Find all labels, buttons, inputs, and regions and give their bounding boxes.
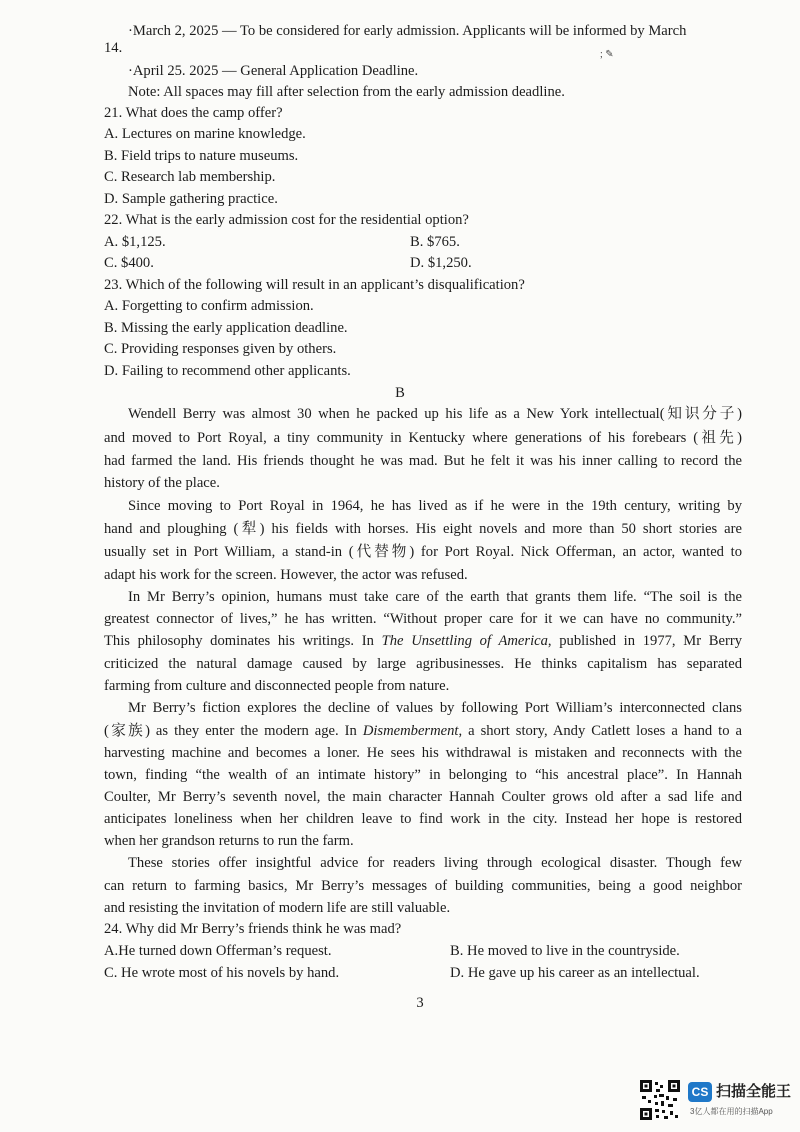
- passage-p2-line1: Since moving to Port Royal in 1964, he has lived as if he were in the 19th century, writing by: [128, 498, 742, 514]
- passage-p2-line2: hand and ploughing (犁) his fields with horses. His eight novels and more than 50 short stories are: [104, 521, 742, 537]
- passage-p3-line3-pre: This philosophy dominates his writings. In: [104, 633, 382, 649]
- q23-stem: 23. Which of the following will result in an applicant’s disqualification?: [104, 277, 525, 293]
- passage-p5-line3: and resisting the invitation of modern life are still valuable.: [104, 900, 451, 916]
- passage-p4-line4: town, finding “the wealth of an intimate history” in belonging to “his ancestral place”. In Hannah: [104, 767, 742, 783]
- q21-option-d: D. Sample gathering practice.: [104, 191, 278, 207]
- page-number: 3: [416, 995, 424, 1011]
- q21-option-a: A. Lectures on marine knowledge.: [104, 126, 306, 142]
- passage-p1-line3: had farmed the land. His friends thought he was mad. But he felt it was his inner calling to record the: [104, 453, 742, 469]
- passage-p5-line1: These stories offer insightful advice for readers living through ecological disaster. Though few: [128, 855, 742, 871]
- q23-option-c: C. Providing responses given by others.: [104, 341, 337, 357]
- note-march2: ·March 2, 2025 — To be considered for early admission. Applicants will be informed by March: [128, 23, 687, 39]
- passage-p3-line3-post: , published in 1977, Mr Berry: [547, 633, 742, 649]
- q21-option-b: B. Field trips to nature museums.: [104, 148, 299, 164]
- section-label: B: [395, 385, 405, 401]
- passage-p4-line7: when her grandson returns to run the farm.: [104, 833, 354, 849]
- qr-code-icon: [640, 1080, 680, 1120]
- q23-option-b: B. Missing the early application deadline.: [104, 320, 348, 336]
- q23-option-a: A. Forgetting to confirm admission.: [104, 298, 314, 314]
- camscanner-logo: CS: [688, 1082, 712, 1102]
- q24-stem: 24. Why did Mr Berry’s friends think he was mad?: [104, 921, 402, 937]
- q22-option-d: D. $1,250.: [410, 255, 472, 271]
- q22-option-c: C. $400.: [104, 255, 154, 271]
- q23-option-d: D. Failing to recommend other applicants.: [104, 363, 351, 379]
- passage-p3-line3: [104, 632, 742, 650]
- story-title-dismemberment: Dismemberment: [362, 723, 459, 739]
- passage-p4-line6: anticipates loneliness when her children leave to find work in the city. Instead her hope is restored: [104, 811, 742, 827]
- note-spaces: Note: All spaces may fill after selection from the early admission deadline.: [128, 84, 565, 100]
- passage-p4-line2-post: , a short story, Andy Catlett loses a hand to a: [458, 723, 742, 739]
- passage-p2-line4: adapt his work for the screen. However, the actor was refused.: [104, 567, 468, 583]
- passage-p4-line5: Coulter, Mr Berry’s seventh novel, the main character Hannah Coulter grows old after a sad life and: [104, 789, 742, 805]
- passage-p4-line3: harvesting machine and becomes a loner. He sees his withdrawal is mistaken and reconnects with the: [104, 745, 742, 761]
- q21-option-c: C. Research lab membership.: [104, 169, 276, 185]
- passage-p3-line5: farming from culture and disconnected people from nature.: [104, 678, 450, 694]
- q24-option-c: C. He wrote most of his novels by hand.: [104, 965, 340, 981]
- passage-p1-line2: and moved to Port Royal, a tiny community in Kentucky where generations of his forebears (祖先): [104, 430, 742, 446]
- q22-option-b: B. $765.: [410, 234, 460, 250]
- passage-p4-line2: [104, 722, 742, 740]
- passage-p3-line4: criticized the natural damage caused by large agribusinesses. He thinks capitalism has separated: [104, 656, 742, 672]
- q24-option-b: B. He moved to live in the countryside.: [450, 943, 680, 959]
- passage-p3-line1: In Mr Berry’s opinion, humans must take care of the earth that grants them life. “The soil is the: [128, 589, 742, 605]
- passage-p1-line1: Wendell Berry was almost 30 when he packed up his life as a New York intellectual(知识分子): [128, 406, 742, 422]
- q24-option-a: A.He turned down Offerman’s request.: [104, 943, 332, 959]
- passage-p5-line2: can return to farming basics, Mr Berry’s messages of building communities, being a good neighbor: [104, 878, 742, 894]
- q22-stem: 22. What is the early admission cost for the residential option?: [104, 212, 469, 228]
- passage-p1-line4: history of the place.: [104, 475, 220, 491]
- stray-mark: ; ✎: [600, 49, 614, 60]
- passage-p4-line1: Mr Berry’s fiction explores the decline of values by following Port William’s interconnected clans: [128, 700, 742, 716]
- q21-stem: 21. What does the camp offer?: [104, 105, 283, 121]
- camscanner-name: 扫描全能王: [716, 1083, 792, 1100]
- book-title-unsettling: The Unsettling of America: [381, 633, 548, 649]
- passage-p3-line2: greatest connector of lives,” he has written. “Without proper care for it we can have no community.”: [104, 611, 742, 627]
- q22-option-a: A. $1,125.: [104, 234, 166, 250]
- passage-p4-line2-pre: (家族) as they enter the modern age. In: [104, 723, 363, 739]
- q24-option-d: D. He gave up his career as an intellectual.: [450, 965, 700, 981]
- camscanner-tagline: 3亿人都在用的扫描App: [690, 1107, 773, 1116]
- note-march2-continued: 14.: [104, 40, 123, 56]
- passage-p2-line3: usually set in Port William, a stand-in (代替物) for Port Royal. Nick Offerman, an actor, wanted to: [104, 544, 742, 560]
- note-april25: ·April 25. 2025 — General Application Deadline.: [128, 63, 419, 79]
